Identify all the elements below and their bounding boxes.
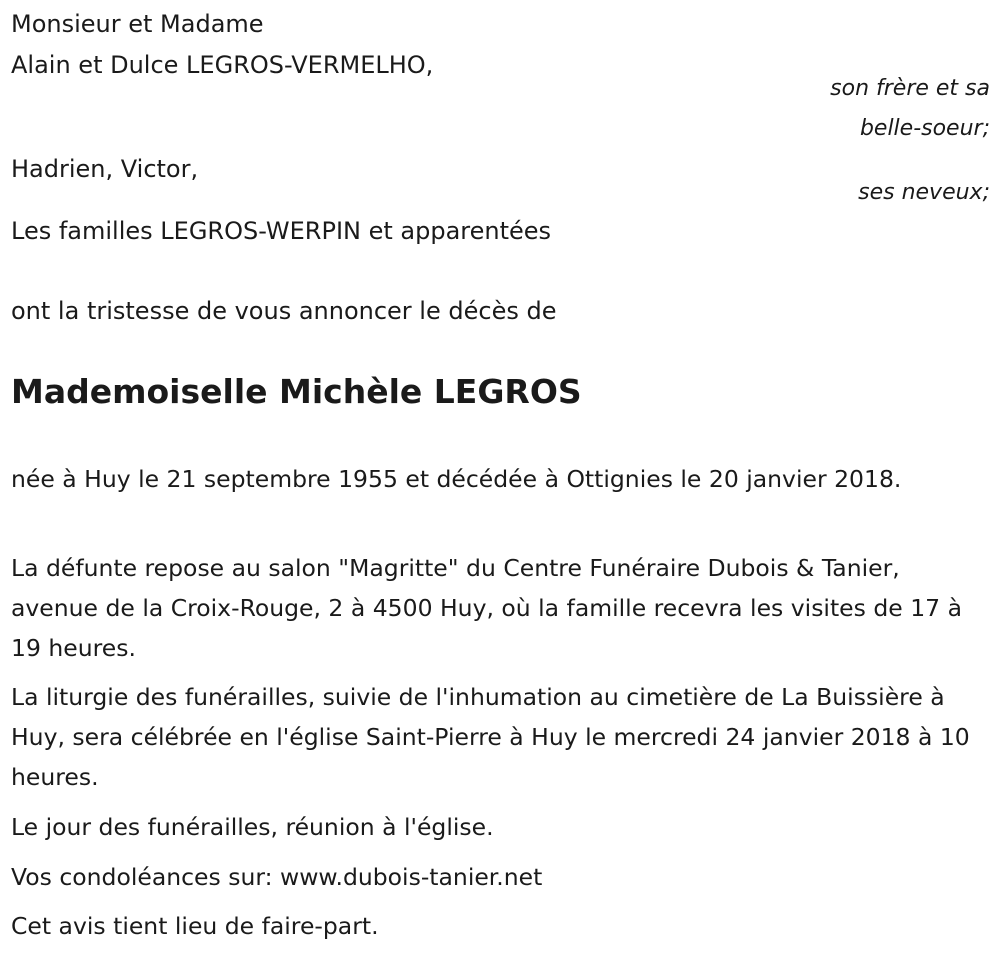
header-line-4: Les familles LEGROS-WERPIN et apparentées: [11, 217, 552, 245]
birth-death-paragraph: née à Huy le 21 septembre 1955 et décédée à Ottignies le 20 janvier 2018.: [11, 465, 902, 493]
relation-1-line-2: belle-soeur;: [859, 116, 990, 141]
relation-1-line-1: son frère et sa: [830, 76, 990, 101]
relation-2: ses neveux;: [858, 180, 990, 205]
condolences-paragraph: Vos condoléances sur: www.dubois-tanier.net: [11, 863, 543, 891]
deceased-name: Mademoiselle Michèle LEGROS: [11, 372, 582, 411]
announcement-text: ont la tristesse de vous annoncer le décès de: [11, 297, 557, 325]
header-line-3: Hadrien, Victor,: [11, 155, 199, 183]
liturgy-paragraph: La liturgie des funérailles, suivie de l'inhumation au cimetière de La Buissière à Huy, sera célébrée en l'église Saint-Pierre à Huy le mercredi 24 janvier 2018 à 10 heures.: [11, 683, 970, 791]
meeting-paragraph: Le jour des funérailles, réunion à l'église.: [11, 813, 494, 841]
header-line-2: Alain et Dulce LEGROS-VERMELHO,: [11, 51, 434, 79]
rest-paragraph: La défunte repose au salon "Magritte" du Centre Funéraire Dubois & Tanier, avenue de la Croix-Rouge, 2 à 4500 Huy, où la famille recevra les visites de 17 à 19 heures.: [11, 554, 962, 662]
header-line-1: Monsieur et Madame: [11, 10, 264, 38]
notice-paragraph: Cet avis tient lieu de faire-part.: [11, 912, 379, 940]
